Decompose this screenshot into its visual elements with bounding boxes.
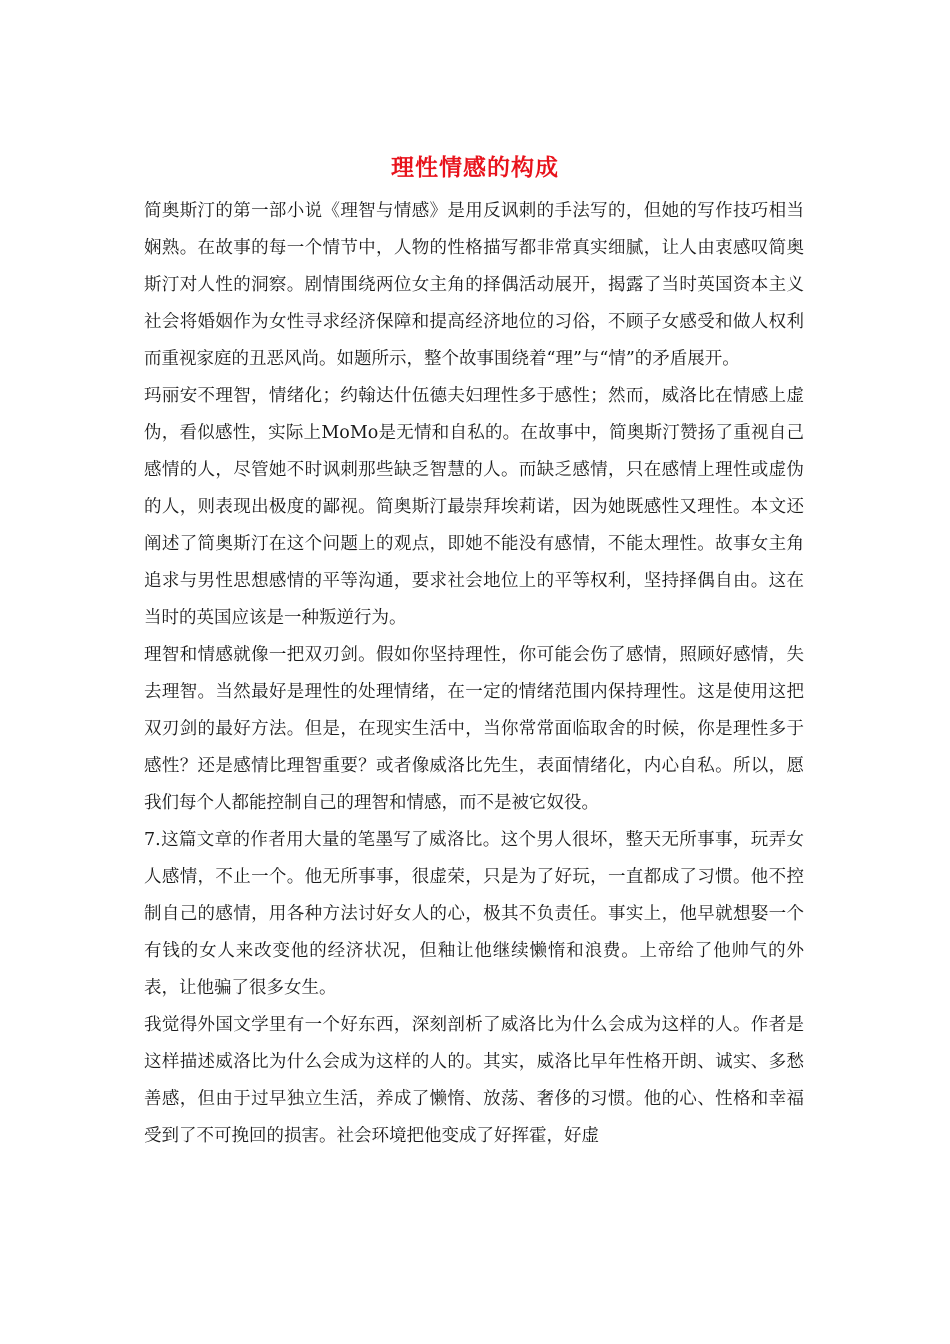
paragraph-2: 玛丽安不理智，情绪化；约翰达什伍德夫妇理性多于感性；然而，威洛比在情感上虚伪，看似感性，实际上MoMo是无情和自私的。在故事中，简奥斯汀赞扬了重视自己感情的人，尽管她不时讽刺那些缺乏智慧的人。而缺乏感情，只在感情上理性或虚伪的人，则表现出极度的鄙视。简奥斯汀最崇拜埃莉诺，因为她既感性又理性。本文还阐述了简奥斯汀在这个问题上的观点，即她不能没有感情，不能太理性。故事女主角追求与男性思想感情的平等沟通，要求社会地位上的平等权利，坚持择偶自由。这在当时的英国应该是一种叛逆行为。	[144, 386, 804, 628]
document-title: 理性情感的构成	[391, 155, 559, 181]
paragraph-4: 7.这篇文章的作者用大量的笔墨写了威洛比。这个男人很坏，整天无所事事，玩弄女人感情，不止一个。他无所事事，很虚荣，只是为了好玩，一直都成了习惯。他不控制自己的感情，用各种方法讨好女人的心，极其不负责任。事实上，他早就想娶一个有钱的女人来改变他的经济状况，但釉让他继续懒惰和浪费。上帝给了他帅气的外表，让他骗了很多女生。	[144, 830, 804, 998]
paragraph-3: 理智和情感就像一把双刃剑。假如你坚持理性，你可能会伤了感情，照顾好感情，失去理智。当然最好是理性的处理情绪，在一定的情绪范围内保持理性。这是使用这把双刃剑的最好方法。但是，在现实生活中，当你常常面临取舍的时候，你是理性多于感性？还是感情比理智重要？或者像威洛比先生，表面情绪化，内心自私。所以，愿我们每个人都能控制自己的理智和情感，而不是被它奴役。	[144, 645, 804, 813]
paragraph-5: 我觉得外国文学里有一个好东西，深刻剖析了威洛比为什么会成为这样的人。作者是这样描述威洛比为什么会成为这样的人的。其实，威洛比早年性格开朗、诚实、多愁善感，但由于过早独立生活，养成了懒惰、放荡、奢侈的习惯。他的心、性格和幸福受到了不可挽回的损害。社会环境把他变成了好挥霍，好虚	[144, 1015, 804, 1146]
document-body	[144, 193, 804, 1155]
paragraph-1: 简奥斯汀的第一部小说《理智与情感》是用反讽刺的手法写的，但她的写作技巧相当娴熟。在故事的每一个情节中，人物的性格描写都非常真实细腻，让人由衷感叹简奥斯汀对人性的洞察。剧情围绕两位女主角的择偶活动展开，揭露了当时英国资本主义社会将婚姻作为女性寻求经济保障和提高经济地位的习俗，不顾子女感受和做人权利而重视家庭的丑恶风尚。如题所示，整个故事围绕着“理”与“情”的矛盾展开。	[144, 201, 804, 369]
